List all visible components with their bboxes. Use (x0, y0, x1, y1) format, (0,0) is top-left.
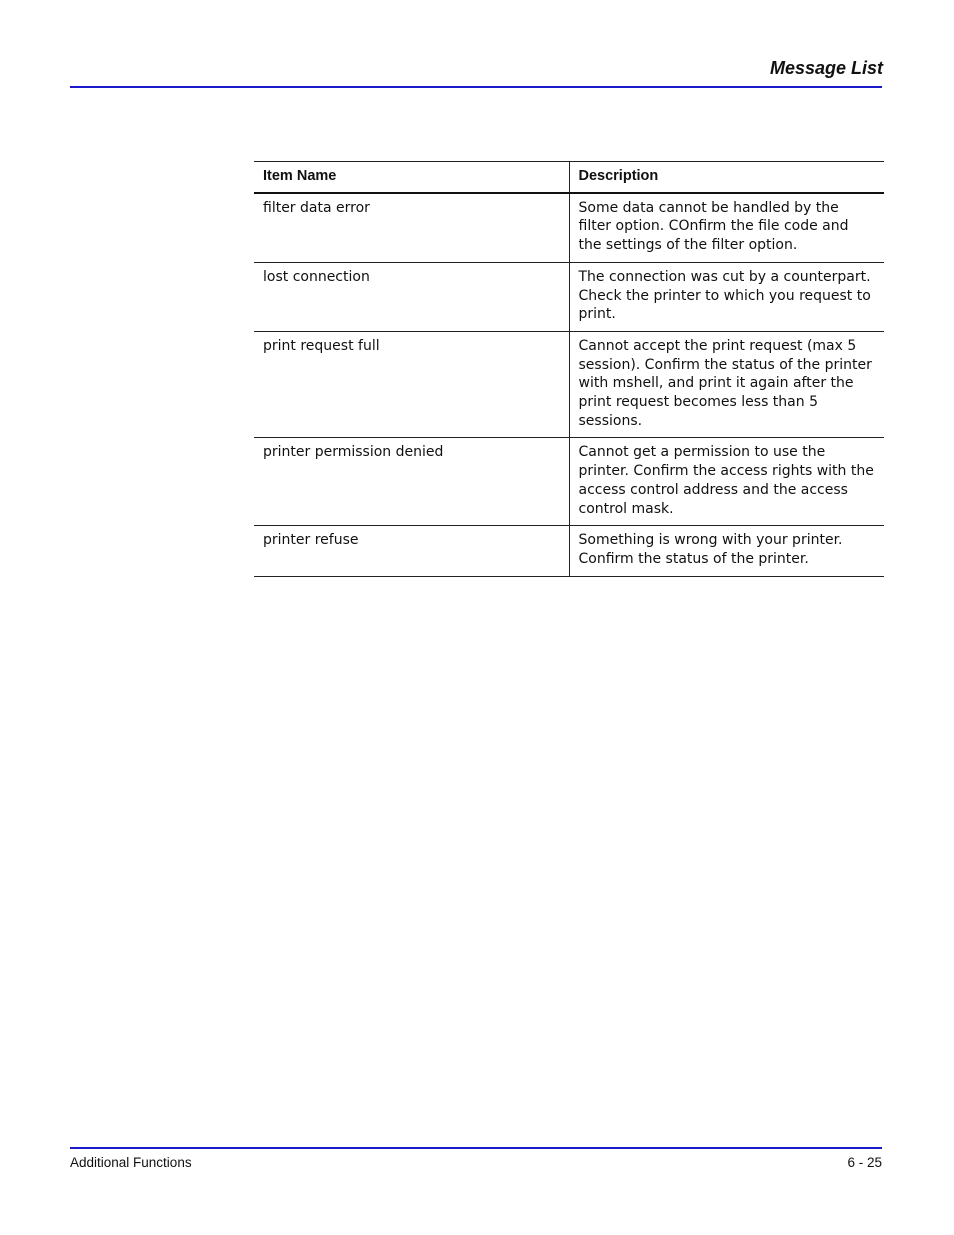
header-rule (70, 86, 882, 88)
table-row (254, 526, 884, 576)
table-header-row (254, 162, 884, 193)
description-cell: Some data cannot be handled by the filter option. COnfirm the file code and the settings of the filter option. (569, 193, 884, 263)
item-name-cell: printer permission denied (254, 438, 569, 526)
footer-rule (70, 1147, 882, 1149)
description-cell: Cannot get a permission to use the printer. Confirm the access rights with the access control address and the access control mask. (569, 438, 884, 526)
table-row (254, 262, 884, 331)
page-header-title: Message List (769, 58, 883, 78)
description-cell: The connection was cut by a counterpart. Check the printer to which you request to print. (569, 262, 884, 331)
description-cell: Something is wrong with your printer. Confirm the status of the printer. (569, 526, 884, 576)
item-name-cell: filter data error (254, 193, 569, 263)
table-row (254, 438, 884, 526)
footer-section-name: Additional Functions (70, 1155, 192, 1170)
message-table (254, 161, 884, 577)
item-name-cell: lost connection (254, 262, 569, 331)
item-name-cell: print request full (254, 331, 569, 438)
table-row (254, 193, 884, 263)
item-name-cell: printer refuse (254, 526, 569, 576)
footer-page-number: 6 - 25 (847, 1155, 882, 1170)
table-row (254, 331, 884, 438)
column-header-item-name: Item Name (254, 162, 569, 193)
description-cell: Cannot accept the print request (max 5 session). Confirm the status of the printer with mshell, and print it again after the print request becomes less than 5 sessions. (569, 331, 884, 438)
column-header-description: Description (569, 162, 884, 193)
